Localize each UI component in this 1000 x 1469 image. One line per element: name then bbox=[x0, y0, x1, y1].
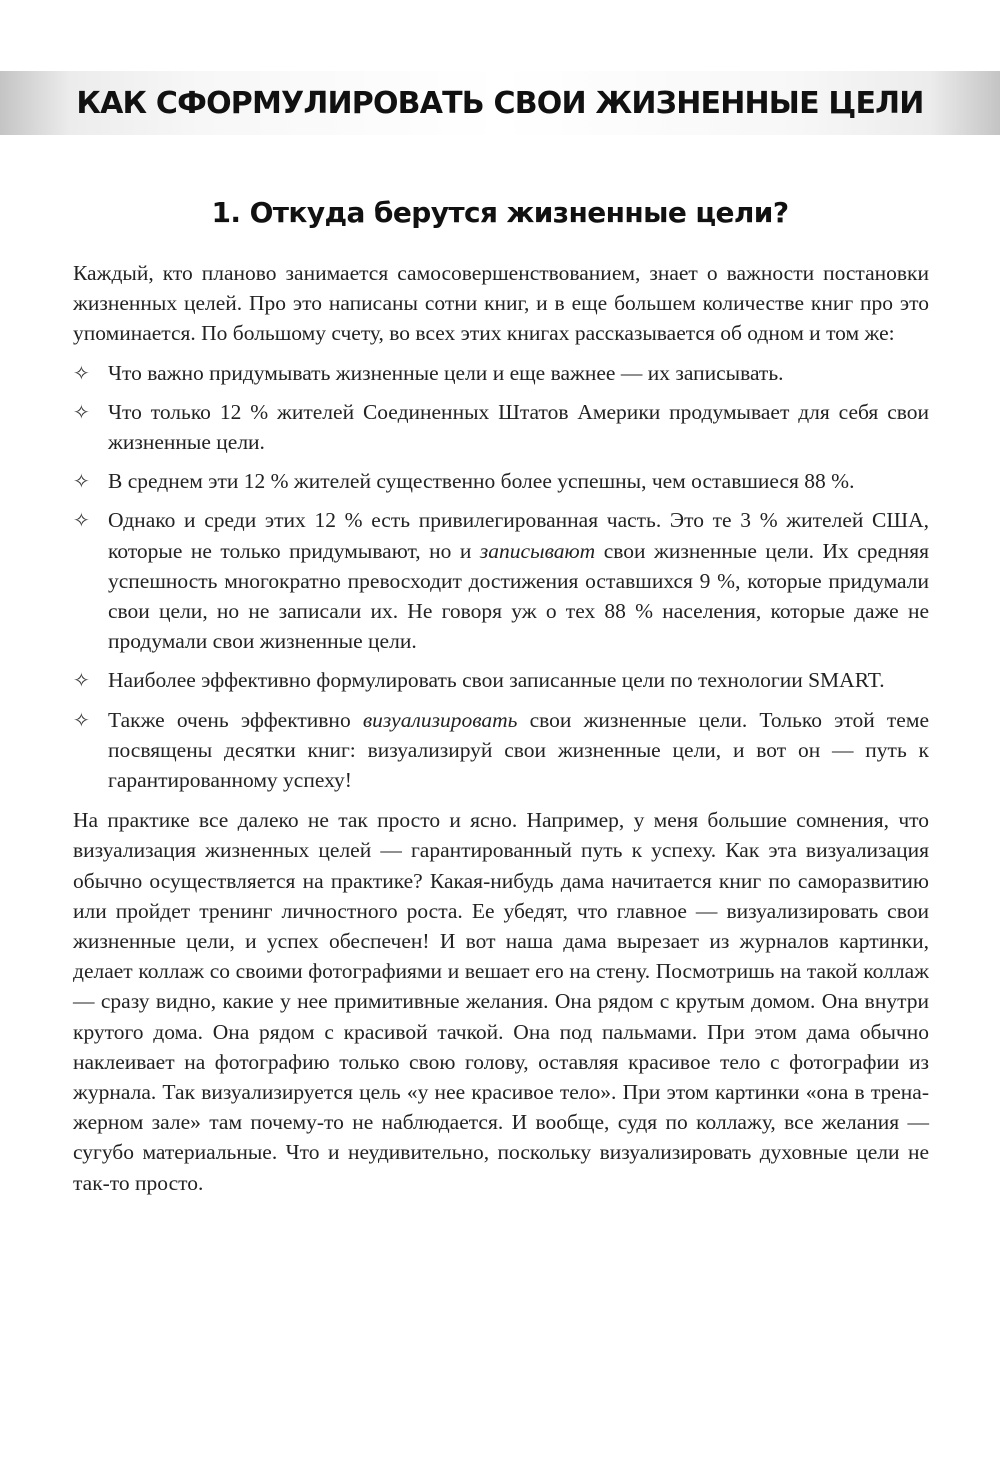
list-item-text bbox=[108, 708, 929, 792]
list-item-text bbox=[108, 508, 929, 653]
intro-paragraph: Каждый, кто планово занимается самосовершенствованием, знает о важности постановки жизненных целей. Про это написаны сотни книг, и в еще большем количестве книг про это упоминается. По большому счету, во всех этих книгах рассказывается об одном и том же: bbox=[73, 261, 929, 346]
four-pointed-star-icon: ✧ bbox=[73, 469, 90, 494]
bullet-list bbox=[73, 358, 929, 796]
list-item-text-end: свои жизненные цели. Их средняя успешность многократно превосходит достижения оставшихся 9 %, которые придумали свои цели, но не записали их. Не говоря уж о тех 88 % населения, которые даже не продумали свои жизненные цели. bbox=[108, 538, 929, 654]
list-item bbox=[73, 705, 929, 796]
list-item bbox=[73, 466, 929, 496]
chapter-title: КАК СФОРМУЛИРОВАТЬ СВОИ ЖИЗНЕННЫЕ ЦЕЛИ bbox=[76, 85, 924, 121]
four-pointed-star-icon: ✧ bbox=[73, 360, 90, 385]
page-content bbox=[73, 258, 929, 1198]
list-item-text-start: Однако и среди этих 12 % есть привилегированная часть. Это те 3 % жителей США, которые не только придумывают, но и bbox=[108, 508, 929, 563]
list-item-text: Что важно придумывать жизненные цели и еще важнее — их записывать. bbox=[108, 360, 784, 385]
section-heading: 1. Откуда берутся жизненные цели? bbox=[211, 196, 789, 229]
list-item-text: В среднем эти 12 % жителей существенно более успешны, чем оставшиеся 88 %. bbox=[108, 469, 855, 494]
body-paragraph: На практике все далеко не так просто и ясно. Например, у меня большие сомнения, что визуализация жизненных целей — гарантированный путь к успеху. Как эта визуализация обычно осуществляется на практике? Какая-нибудь дама начитается книг по саморазвитию или пройдет тренинг личностного роста. Ее убедят, что главное — визуализировать свои жизненные цели, и успех обеспечен! И вот наша дама вырезает из журналов картинки, делает коллаж со своими фотографиями и вешает его на стену. Посмотришь на такой коллаж — сразу видно, какие у нее примитивные желания. Она рядом с крутым домом. Она внутри крутого дома. Она рядом с красивой тачкой. Она под пальмами. При этом дама обычно наклеивает на фотографию только свою голову, оставляя красивое тело с фотографии из журнала. Так визуализируется цель «у нее красивое тело». При этом картинки «она в тренажерном зале» там почему-то не наблюдается. И вообще, судя по коллажу, все желания — сугубо материальные. Что и неудивительно, поскольку визуализировать духовные цели не так-то просто. bbox=[73, 808, 929, 1195]
list-item bbox=[73, 397, 929, 457]
four-pointed-star-icon: ✧ bbox=[73, 668, 90, 693]
list-item bbox=[73, 665, 929, 695]
four-pointed-star-icon: ✧ bbox=[73, 508, 90, 533]
list-item-text-end: свои жизненные цели. Только этой теме посвящены десятки книг: визуализируй свои жизненные цели, и вот он — путь к гарантированному успеху! bbox=[108, 707, 929, 793]
four-pointed-star-icon: ✧ bbox=[73, 399, 90, 424]
four-pointed-star-icon: ✧ bbox=[73, 707, 90, 732]
list-item bbox=[73, 358, 929, 388]
emphasis-text: визуализировать bbox=[362, 707, 518, 732]
emphasis-text: записывают bbox=[479, 538, 596, 563]
list-item bbox=[73, 505, 929, 656]
list-item-text: Что только 12 % жителей Соединенных Штатов Америки продумывает для себя свои жизненные цели. bbox=[108, 399, 929, 455]
list-item-text: Наиболее эффективно формулировать свои записанные цели по технологии SMART. bbox=[108, 668, 885, 693]
chapter-banner bbox=[0, 71, 1000, 135]
list-item-text-start: Также очень эффективно bbox=[108, 707, 363, 732]
